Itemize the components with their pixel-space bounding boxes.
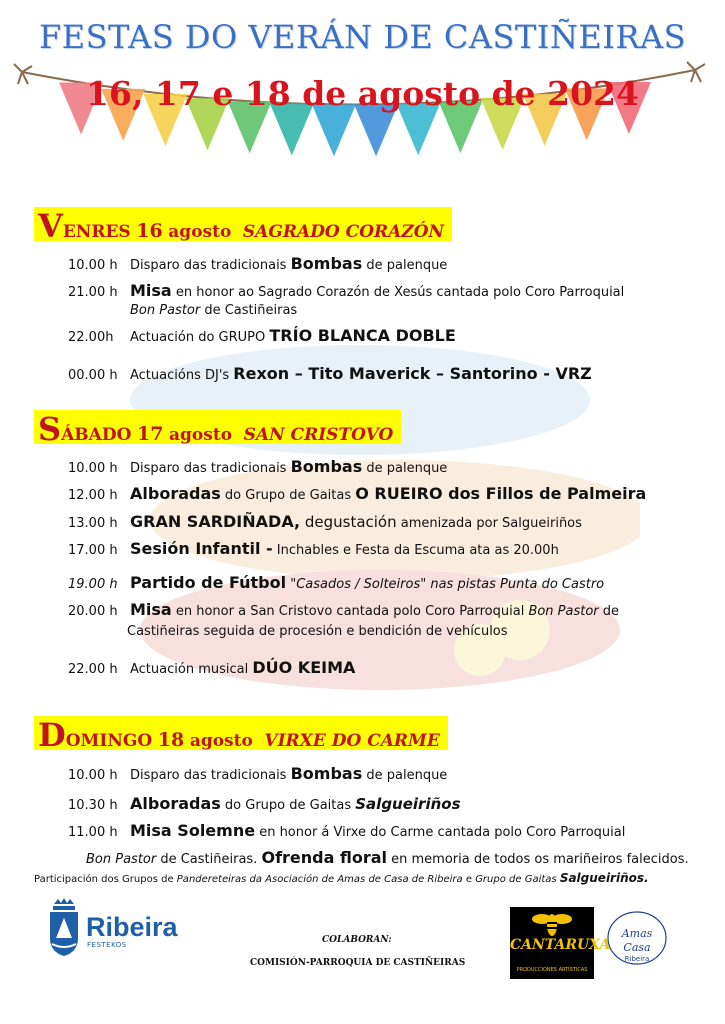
event-row: 21.00 h Misa en honor ao Sagrado Corazón de Xesús cantada polo Coro Parroquial bbox=[68, 281, 625, 300]
event-row: 22.00 h Actuación musical DÚO KEIMA bbox=[68, 658, 356, 677]
event-row: 19.00 h Partido de Fútbol "Casados / Solteiros" nas pistas Punta do Castro bbox=[68, 573, 605, 592]
event-row: 00.00 h Actuacións DJ's Rexon – Tito Maverick – Santorino - VRZ bbox=[68, 364, 592, 383]
participation-note: Participación dos Grupos de Pandereteiras da Asociación de Amas de Casa de Ribeira e Grupo de Gaitas Salgueiriños. bbox=[34, 871, 649, 885]
event-row: 22.00h Actuación do GRUPO TRÍO BLANCA DOBLE bbox=[68, 326, 456, 345]
event-row-continuation: Bon Pastor de Castiñeiras. Ofrenda floral en memoria de todos os mariñeiros falecidos. bbox=[86, 848, 689, 867]
colaboran-label: COLABORAN: bbox=[322, 935, 392, 945]
amas-de-casa-logo: Amas Casa Ribeira bbox=[606, 910, 668, 966]
event-row: 13.00 h GRAN SARDIÑADA, degustación amenizada por Salgueiriños bbox=[68, 512, 582, 531]
event-row: 11.00 h Misa Solemne en honor á Virxe do Carme cantada polo Coro Parroquial bbox=[68, 821, 626, 840]
crown-shield-icon bbox=[46, 898, 82, 958]
day-header-sunday: DOMINGO 18 agosto VIRXE DO CARME bbox=[34, 716, 448, 750]
event-row: 10.00 h Disparo das tradicionais Bombas de palenque bbox=[68, 764, 448, 783]
comision-text: COMISIÓN-PARROQUIA DE CASTIÑEIRAS bbox=[250, 958, 466, 968]
event-row: 20.00 h Misa en honor a San Cristovo cantada polo Coro Parroquial Bon Pastor de bbox=[68, 600, 620, 619]
event-row: 10.00 h Disparo das tradicionais Bombas de palenque bbox=[68, 457, 448, 476]
event-row: 10.00 h Disparo das tradicionais Bombas de palenque bbox=[68, 254, 448, 273]
ribeira-logo: Ribeira FESTEKOS bbox=[46, 898, 196, 958]
day-header-saturday: SÁBADO 17 agosto SAN CRISTOVO bbox=[34, 410, 401, 444]
day-header-friday: VENRES 16 agosto SAGRADO CORAZÓN bbox=[34, 207, 452, 241]
cantaruxa-logo: CANTARUXA PRODUCCIONES ARTÍSTICAS bbox=[510, 907, 594, 979]
event-row-continuation: Castiñeiras seguida de procesión e bendición de vehículos bbox=[127, 624, 508, 639]
event-dates: 16, 17 e 18 de agosto de 2024 bbox=[86, 74, 639, 113]
event-row: 17.00 h Sesión Infantil - Inchables e Festa da Escuma ata as 20.00h bbox=[68, 539, 559, 558]
bee-icon bbox=[510, 909, 594, 939]
event-row: 10.30 h Alboradas do Grupo de Gaitas Salgueiriños bbox=[68, 794, 461, 813]
event-row: 12.00 h Alboradas do Grupo de Gaitas O RUEIRO dos Fillos de Palmeira bbox=[68, 484, 647, 503]
page-title: FESTAS DO VERÁN DE CASTIÑEIRAS bbox=[39, 18, 686, 56]
event-row-continuation: Bon Pastor de Castiñeiras bbox=[130, 303, 298, 318]
